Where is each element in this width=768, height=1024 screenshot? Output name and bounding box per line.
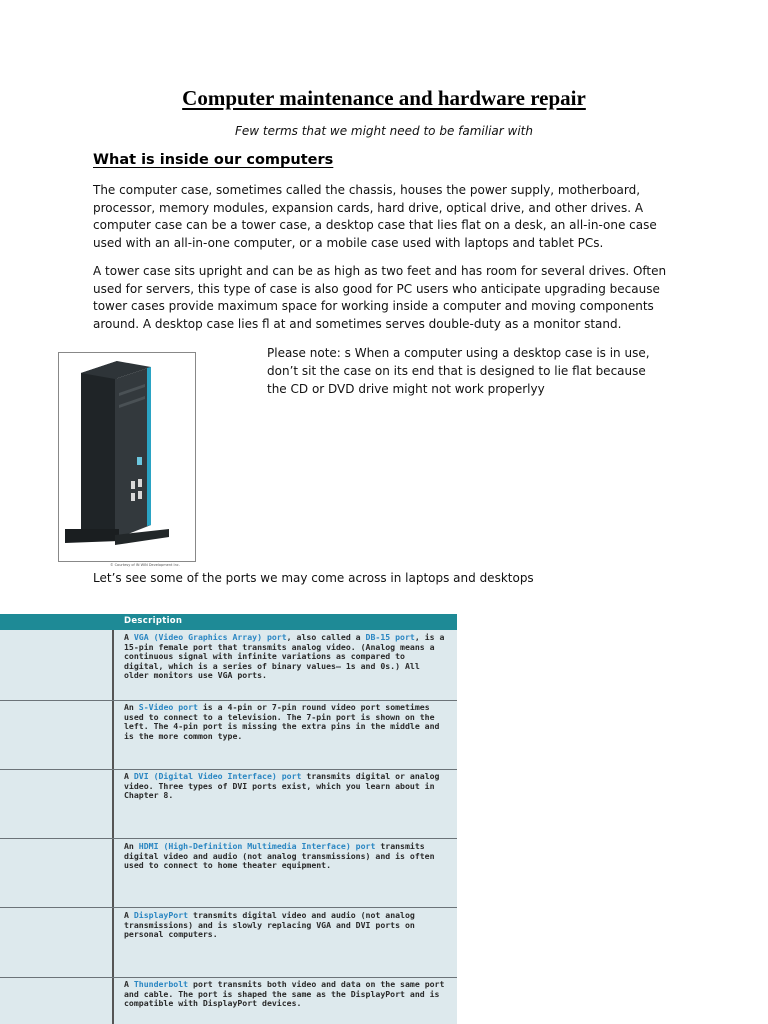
ports-intro: Let’s see some of the ports we may come across in laptops and desktops: [93, 571, 534, 585]
table-row-hdmi: An HDMI (High-Definition Multimedia Interface) port transmits digital video and audio (not analog transmissions) and is often used to connect to home theater equipment.: [124, 841, 435, 871]
port-image-column: [0, 614, 114, 1024]
row-divider: [0, 907, 457, 908]
term-displayport: DisplayPort: [133, 910, 189, 920]
row-divider: [0, 769, 457, 770]
desktop-case-image: [58, 352, 196, 562]
paragraph-computer-case: The computer case, sometimes called the chassis, houses the power supply, motherboard, processor, memory modules, expansion cards, hard drive, optical drive, and other drives. A computer case can be a tower case, a desktop case that lies flat on a desk, an all-in-one case used with an all-in-one computer, or a mobile case used with laptops and tablet PCs.: [93, 183, 657, 250]
ports-table: [0, 614, 457, 1024]
table-header: [0, 614, 457, 630]
term-dvi: DVI (Digital Video Interface) port: [133, 771, 302, 781]
table-row-vga: A VGA (Video Graphics Array) port, also called a DB-15 port, is a 15-pin female port that transmits analog video. (Analog means a continuous signal with infinite variations as compared to digital, which is a series of binary values— 1s and 0s.) All older monitors use VGA ports.: [124, 632, 445, 681]
term-hdmi: HDMI (High-Definition Multimedia Interface) port: [138, 841, 376, 851]
paragraph-tower-case: A tower case sits upright and can be as high as two feet and has room for several drives. Often used for servers, this type of case is also good for PC users who anticipate upgrading because tower cases provide maximum space for working inside a computer and moving components around. A desktop case lies fl at and sometimes serves double-duty as a monitor stand.: [93, 264, 667, 331]
note-desktop-case: Please note: s When a computer using a desktop case is in use, don’t sit the case on its end that is designed to lie flat because the CD or DVD drive might not work properlyy: [267, 346, 650, 396]
photo-credit: © Courtesy of IN WIN Development Inc.: [110, 563, 180, 567]
row-divider: [0, 700, 457, 701]
term-db15: DB-15 port: [365, 632, 415, 642]
subtitle: Few terms that we might need to be familiar with: [235, 124, 533, 138]
section-heading: What is inside our computers: [93, 152, 334, 168]
row-divider: [0, 977, 457, 978]
table-row-displayport: A DisplayPort transmits digital video and audio (not analog transmissions) and is slowly replacing VGA and DVI ports on personal computers.: [124, 910, 415, 940]
term-vga: VGA (Video Graphics Array) port: [133, 632, 287, 642]
table-header-description: Description: [124, 616, 183, 626]
term-svideo: S-Video port: [138, 702, 198, 712]
table-row-svideo: An S-Video port is a 4-pin or 7-pin round video port sometimes used to connect to a television. The 7-pin port is shown on the left. The 4-pin port is missing the extra pins in the middle and is the more common type.: [124, 702, 440, 741]
term-thunderbolt: Thunderbolt: [133, 979, 189, 989]
table-row-thunderbolt: A Thunderbolt port transmits both video and data on the same port and cable. The port is shaped the same as the DisplayPort and is compatible with DisplayPort devices.: [124, 979, 445, 1009]
page-title: Computer maintenance and hardware repair: [182, 86, 586, 110]
table-row-dvi: A DVI (Digital Video Interface) port transmits digital or analog video. Three types of DVI ports exist, which you learn about in Chapter 8.: [124, 771, 440, 801]
row-divider: [0, 838, 457, 839]
